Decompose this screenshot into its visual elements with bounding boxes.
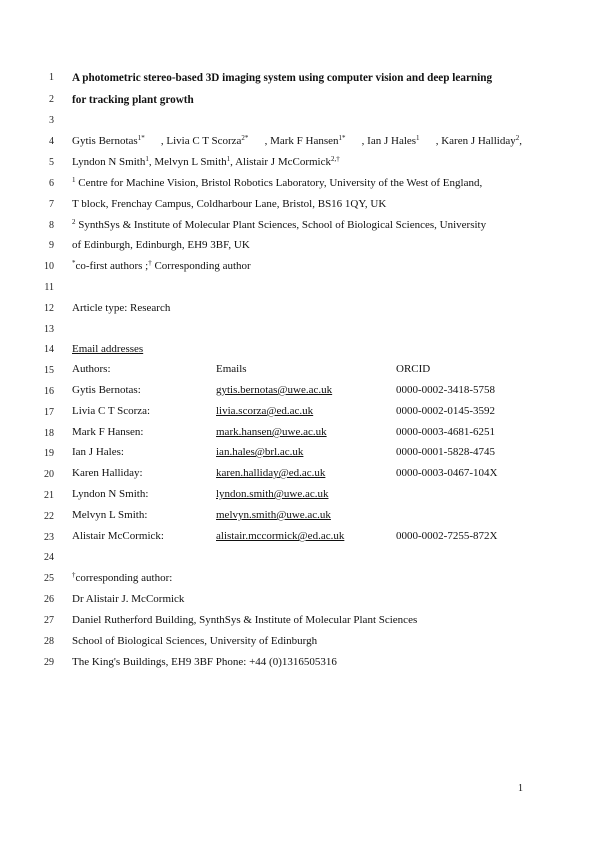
line-number: 3 xyxy=(49,115,54,126)
line-number: 17 xyxy=(44,407,54,418)
author-name: Alistair McCormick: xyxy=(72,530,164,542)
email-link[interactable]: mark.hansen@uwe.ac.uk xyxy=(216,426,327,438)
line-number: 23 xyxy=(44,532,54,543)
line-number: 15 xyxy=(44,365,54,376)
line-number: 24 xyxy=(44,552,54,563)
line-number: 13 xyxy=(44,324,54,335)
author: , Livia C T Scorza$^{2*}$ xyxy=(160,134,249,147)
line-number: 20 xyxy=(44,469,54,480)
table-row xyxy=(0,405,595,419)
table-header xyxy=(0,363,595,377)
author-name: Gytis Bernotas: xyxy=(72,384,141,396)
author-name: Ian J Hales: xyxy=(72,446,124,458)
orcid-id: 0000-0003-0467-104X xyxy=(396,467,498,479)
email-link[interactable]: livia.scorza@ed.ac.uk xyxy=(216,405,314,417)
header-orcid: ORCID xyxy=(396,363,431,375)
line-number: 19 xyxy=(44,448,54,459)
email-link[interactable]: gytis.bernotas@uwe.ac.uk xyxy=(216,384,333,396)
author-list-line-1 xyxy=(72,134,522,148)
email-link[interactable]: ian.hales@brl.ac.uk xyxy=(216,446,304,458)
table-row xyxy=(0,446,595,460)
line-number: 28 xyxy=(44,636,54,647)
line-number: 9 xyxy=(49,240,54,251)
table-row xyxy=(0,488,595,502)
author: , Mark F Hansen$^{1*}$ xyxy=(264,134,346,147)
line-number: 22 xyxy=(44,511,54,522)
table-row xyxy=(0,530,595,544)
orcid-id: 0000-0003-4681-6251 xyxy=(396,426,495,438)
author-footnote: *co-first authors ;† Corresponding author xyxy=(72,259,251,272)
author: , Ian J Hales$^1$ xyxy=(361,134,420,147)
line-number: 4 xyxy=(49,136,54,147)
author-name: Melvyn L Smith: xyxy=(72,509,148,521)
email-link[interactable]: lyndon.smith@uwe.ac.uk xyxy=(216,488,329,500)
corresponding-name: Dr Alistair J. McCormick xyxy=(72,593,185,605)
line-number: 16 xyxy=(44,386,54,397)
table-row xyxy=(0,509,595,523)
line-number: 11 xyxy=(44,282,54,293)
line-number: 21 xyxy=(44,490,54,501)
affiliation-2: $^2$ SynthSys & Institute of Molecular Plant Sciences, School of Biological Sciences, University xyxy=(72,218,487,231)
line-number: 5 xyxy=(49,157,54,168)
email-link[interactable]: melvyn.smith@uwe.ac.uk xyxy=(216,509,331,521)
article-type: Article type: Research xyxy=(72,302,171,314)
line-number: 27 xyxy=(44,615,54,626)
affiliation-2-cont: of Edinburgh, Edinburgh, EH9 3BF, UK xyxy=(72,239,250,251)
line-number: 1 xyxy=(49,72,54,83)
paper-title-line-1: A photometric stereo-based 3D imaging system using computer vision and deep learning xyxy=(72,72,493,84)
header-authors: Authors: xyxy=(72,363,111,375)
orcid-id: 0000-0001-5828-4745 xyxy=(396,446,495,458)
author-name: Livia C T Scorza: xyxy=(72,405,151,417)
author-name: Karen Halliday: xyxy=(72,467,143,479)
line-number: 10 xyxy=(44,261,54,272)
header-emails: Emails xyxy=(216,363,247,375)
corresponding-address-2: School of Biological Sciences, University of Edinburgh xyxy=(72,635,318,647)
line-number: 29 xyxy=(44,657,54,668)
line-number: 7 xyxy=(49,199,54,210)
orcid-id: 0000-0002-0145-3592 xyxy=(396,405,495,417)
corresponding-label: †corresponding author: xyxy=(72,571,173,584)
orcid-id: 0000-0002-3418-5758 xyxy=(396,384,495,396)
line-number: 26 xyxy=(44,594,54,605)
line-number: 6 xyxy=(49,178,54,189)
line-number: 2 xyxy=(49,94,54,105)
line-number: 12 xyxy=(44,303,54,314)
line-number: 25 xyxy=(44,573,54,584)
email-link[interactable]: alistair.mccormick@ed.ac.uk xyxy=(216,530,345,542)
email-heading: Email addresses xyxy=(72,343,144,355)
line-number: 14 xyxy=(44,344,54,355)
corresponding-address-3: The King's Buildings, EH9 3BF Phone: +44 (0)1316505316 xyxy=(72,656,337,668)
author: , Karen J Halliday$^2$, xyxy=(435,134,522,147)
table-row xyxy=(0,384,595,398)
author-name: Lyndon N Smith: xyxy=(72,488,149,500)
table-row xyxy=(0,467,595,481)
paper-title-line-2: for tracking plant growth xyxy=(72,94,194,106)
affiliation-1-cont: T block, Frenchay Campus, Coldharbour Lane, Bristol, BS16 1QY, UK xyxy=(72,198,387,210)
corresponding-address-1: Daniel Rutherford Building, SynthSys & Institute of Molecular Plant Sciences xyxy=(72,614,418,626)
affiliation-1: $^1$ Centre for Machine Vision, Bristol Robotics Laboratory, University of the West of England, xyxy=(72,176,483,189)
table-row xyxy=(0,426,595,440)
line-number: 18 xyxy=(44,428,54,439)
author: Gytis Bernotas$^{1*}$ xyxy=(72,134,145,147)
orcid-id: 0000-0002-7255-872X xyxy=(396,530,498,542)
author-list-line-2: Lyndon N Smith$^1$, Melvyn L Smith$^1$, Alistair J McCormick$^{2,\dagger}$ xyxy=(72,155,340,168)
page-number: 1 xyxy=(518,783,523,794)
author-name: Mark F Hansen: xyxy=(72,426,144,438)
email-link[interactable]: karen.halliday@ed.ac.uk xyxy=(216,467,326,479)
line-number: 8 xyxy=(49,220,54,231)
